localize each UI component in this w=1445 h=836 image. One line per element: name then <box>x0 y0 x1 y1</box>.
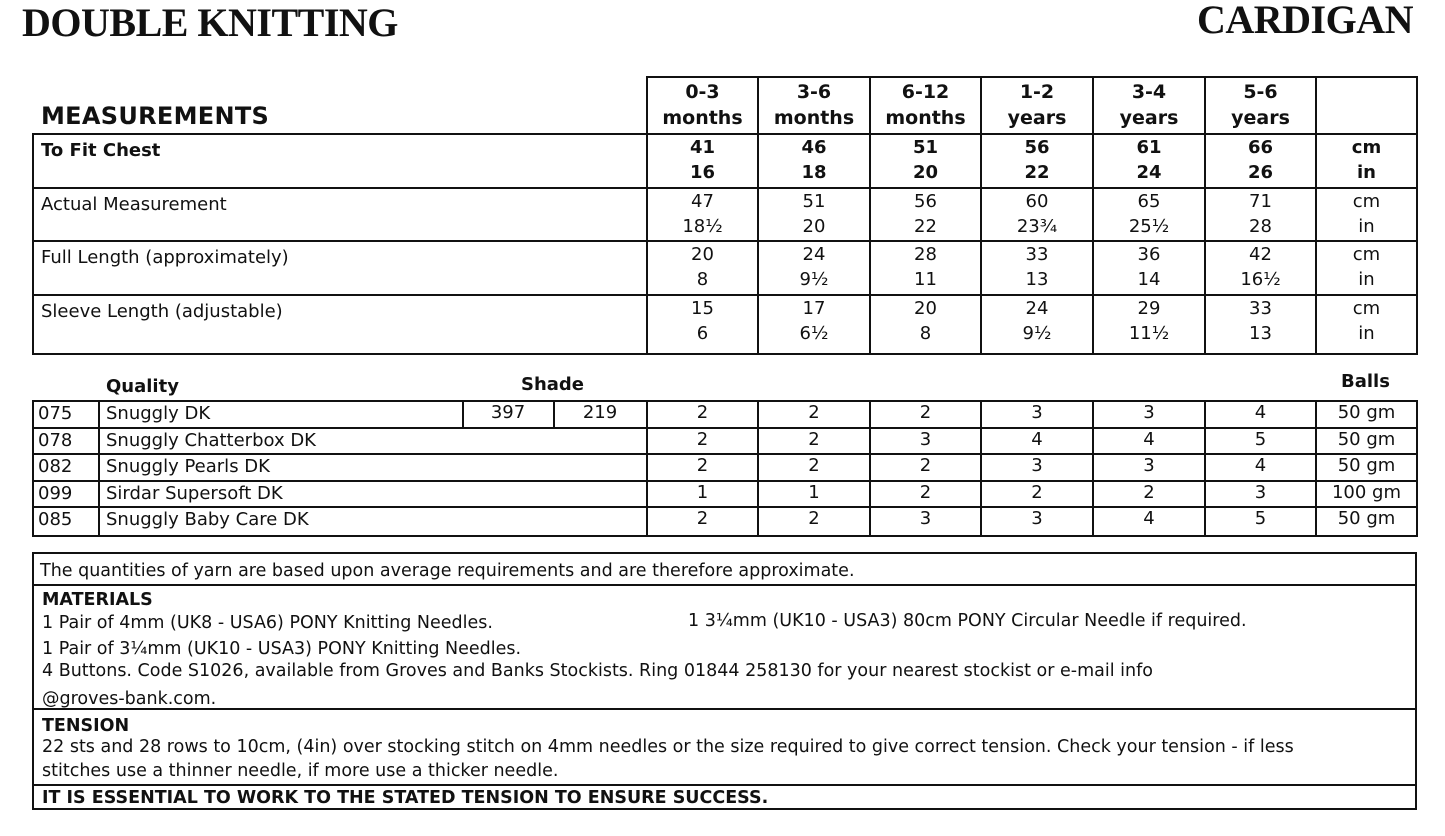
ball-count: 2 <box>696 508 709 529</box>
size-header-unit: months <box>773 107 855 129</box>
measurement-cm-value: 41 <box>689 137 716 158</box>
measurement-cm-value: 51 <box>802 191 826 212</box>
size-header-unit: months <box>662 107 743 129</box>
measurement-cm-value: 15 <box>691 298 714 319</box>
measurement-in-value: 16½ <box>1240 269 1281 290</box>
measurement-in-value: 20 <box>912 162 939 183</box>
size-header-range: 0-3 <box>685 81 720 103</box>
measurement-cm-value: 24 <box>1025 298 1049 319</box>
ball-weight: 50 gm <box>1337 402 1396 423</box>
unit-in-label: in <box>1358 216 1375 237</box>
measurement-in-value: 8 <box>696 269 709 290</box>
size-header-range: 1-2 <box>1019 81 1055 103</box>
measurement-label: Full Length (approximately) <box>41 247 289 268</box>
column-divider <box>98 400 100 537</box>
measurement-cm-value: 36 <box>1137 244 1161 265</box>
ball-count: 3 <box>1031 508 1043 529</box>
tension-text-line1: 22 sts and 28 rows to 10cm, (4in) over stocking stitch on 4mm needles or the size required to give correct tension. Check your tension - if less <box>42 737 1294 757</box>
measurements-heading: MEASUREMENTS <box>41 102 270 130</box>
materials-needles-4mm: 1 Pair of 4mm (UK8 - USA6) PONY Knitting Needles. <box>42 613 493 633</box>
yarn-code: 075 <box>38 403 73 424</box>
ball-count: 2 <box>1031 481 1043 503</box>
size-header-unit: years <box>1119 107 1179 129</box>
yarn-code: 082 <box>38 456 73 477</box>
materials-circular-needle: 1 3¼mm (UK10 - USA3) 80cm PONY Circular Needle if required. <box>688 611 1247 631</box>
measurement-cm-value: 29 <box>1137 298 1161 319</box>
ball-count: 3 <box>919 508 932 529</box>
shade-value: 397 <box>490 402 526 423</box>
ball-count: 5 <box>1254 508 1267 529</box>
measurement-cm-value: 20 <box>914 298 937 319</box>
ball-count: 1 <box>696 481 709 503</box>
measurement-cm-value: 56 <box>1024 137 1050 158</box>
ball-count: 2 <box>808 402 820 423</box>
yarn-name: Sirdar Supersoft DK <box>106 482 283 504</box>
measurement-in-value: 28 <box>1249 216 1272 237</box>
size-header-range: 5-6 <box>1243 81 1278 103</box>
measurement-in-value: 18 <box>801 162 827 183</box>
ball-count: 2 <box>696 402 709 423</box>
ball-count: 2 <box>696 428 709 450</box>
garment-title: CARDIGAN <box>1197 0 1413 42</box>
measurement-in-value: 24 <box>1136 162 1162 183</box>
measurement-cm-value: 51 <box>912 137 939 158</box>
measurement-cm-value: 61 <box>1136 137 1162 158</box>
ball-count: 3 <box>1143 402 1155 423</box>
yarn-name: Snuggly DK <box>106 403 211 424</box>
materials-buttons: 4 Buttons. Code S1026, available from Groves and Banks Stockists. Ring 01844 258130 for your nearest stockist or e-mail info <box>42 661 1153 681</box>
ball-count: 3 <box>919 428 932 450</box>
measurement-in-value: 23¾ <box>1016 216 1058 237</box>
size-header-range: 3-6 <box>796 81 832 103</box>
measurement-in-value: 13 <box>1249 323 1272 344</box>
measurement-cm-value: 24 <box>802 244 826 265</box>
tension-text-line2: stitches use a thinner needle, if more use a thicker needle. <box>42 761 559 781</box>
unit-in-label: in <box>1358 323 1375 344</box>
ball-weight: 100 gm <box>1331 481 1402 503</box>
tension-heading: TENSION <box>42 716 130 736</box>
measurement-in-value: 9½ <box>799 269 829 290</box>
unit-cm-label: cm <box>1352 244 1381 265</box>
ball-count: 4 <box>1143 428 1155 450</box>
materials-email: @groves-bank.com. <box>42 689 217 709</box>
measurement-label: Sleeve Length (adjustable) <box>41 301 283 322</box>
measurement-in-value: 14 <box>1137 269 1161 290</box>
unit-in-label: in <box>1358 269 1375 290</box>
measurement-cm-value: 33 <box>1249 298 1272 319</box>
ball-count: 4 <box>1143 508 1155 529</box>
ball-count: 2 <box>696 455 709 476</box>
measurement-label: To Fit Chest <box>41 140 161 161</box>
ball-count: 2 <box>808 455 820 476</box>
measurement-cm-value: 33 <box>1025 244 1049 265</box>
shade-heading: Shade <box>521 374 585 395</box>
measurement-cm-value: 17 <box>802 298 826 319</box>
ball-weight: 50 gm <box>1337 428 1396 450</box>
measurement-in-value: 11½ <box>1128 323 1170 344</box>
ball-count: 4 <box>1254 402 1267 423</box>
measurement-in-value: 6½ <box>799 323 829 344</box>
unit-cm-label: cm <box>1352 191 1381 212</box>
ball-count: 2 <box>919 481 932 503</box>
measurement-cm-value: 71 <box>1249 191 1272 212</box>
balls-heading: Balls <box>1341 371 1390 392</box>
ball-count: 5 <box>1254 428 1267 450</box>
quantities-note: The quantities of yarn are based upon average requirements and are therefore approximate. <box>40 561 855 581</box>
measurement-in-value: 25½ <box>1128 216 1170 237</box>
size-header-range: 6-12 <box>901 81 950 103</box>
pattern-type-title: DOUBLE KNITTING <box>22 0 398 45</box>
ball-count: 2 <box>919 455 932 476</box>
measurement-cm-value: 65 <box>1137 191 1161 212</box>
measurement-cm-value: 66 <box>1247 137 1274 158</box>
measurement-cm-value: 47 <box>691 191 714 212</box>
measurement-label: Actual Measurement <box>41 194 227 215</box>
measurement-in-value: 22 <box>914 216 937 237</box>
unit-cm-label: cm <box>1352 298 1381 319</box>
measurement-in-value: 13 <box>1025 269 1049 290</box>
measurement-in-value: 9½ <box>1022 323 1052 344</box>
ball-count: 2 <box>808 508 820 529</box>
quality-heading: Quality <box>106 376 179 397</box>
measurement-in-value: 6 <box>696 323 709 344</box>
measurement-in-value: 26 <box>1247 162 1274 183</box>
ball-count: 3 <box>1143 455 1155 476</box>
measurement-cm-value: 60 <box>1025 191 1049 212</box>
ball-count: 4 <box>1031 428 1043 450</box>
shade-value: 219 <box>582 402 618 423</box>
unit-cm-label: cm <box>1351 137 1382 158</box>
size-header-unit: years <box>1007 107 1067 129</box>
materials-heading: MATERIALS <box>42 590 153 610</box>
yarn-code: 078 <box>38 429 73 451</box>
yarn-code: 099 <box>38 482 73 504</box>
ball-count: 3 <box>1254 481 1267 503</box>
size-header-unit: months <box>885 107 966 129</box>
size-header-unit: years <box>1231 107 1290 129</box>
ball-count: 4 <box>1254 455 1267 476</box>
yarn-name: Snuggly Pearls DK <box>106 456 270 477</box>
ball-count: 3 <box>1031 455 1043 476</box>
ball-count: 1 <box>808 481 820 503</box>
measurement-cm-value: 46 <box>801 137 827 158</box>
ball-count: 2 <box>808 428 820 450</box>
measurement-in-value: 18½ <box>682 216 723 237</box>
ball-count: 2 <box>1143 481 1155 503</box>
yarn-name: Snuggly Chatterbox DK <box>106 429 316 451</box>
measurement-cm-value: 42 <box>1249 244 1272 265</box>
measurement-cm-value: 56 <box>914 191 937 212</box>
measurement-in-value: 20 <box>802 216 826 237</box>
materials-needles-325mm: 1 Pair of 3¼mm (UK10 - USA3) PONY Knitting Needles. <box>42 639 522 659</box>
measurement-in-value: 8 <box>919 323 932 344</box>
yarn-name: Snuggly Baby Care DK <box>106 509 309 530</box>
measurement-cm-value: 20 <box>691 244 714 265</box>
measurement-in-value: 16 <box>689 162 716 183</box>
measurement-in-value: 22 <box>1024 162 1050 183</box>
measurement-in-value: 11 <box>914 269 937 290</box>
ball-weight: 50 gm <box>1337 508 1396 529</box>
measurement-cm-value: 28 <box>914 244 937 265</box>
ball-weight: 50 gm <box>1337 455 1396 476</box>
unit-in-label: in <box>1357 162 1376 183</box>
ball-count: 2 <box>919 402 932 423</box>
essential-tension-note: IT IS ESSENTIAL TO WORK TO THE STATED TENSION TO ENSURE SUCCESS. <box>42 788 769 808</box>
size-header-range: 3-4 <box>1131 81 1167 103</box>
yarn-code: 085 <box>38 509 73 530</box>
ball-count: 3 <box>1031 402 1043 423</box>
